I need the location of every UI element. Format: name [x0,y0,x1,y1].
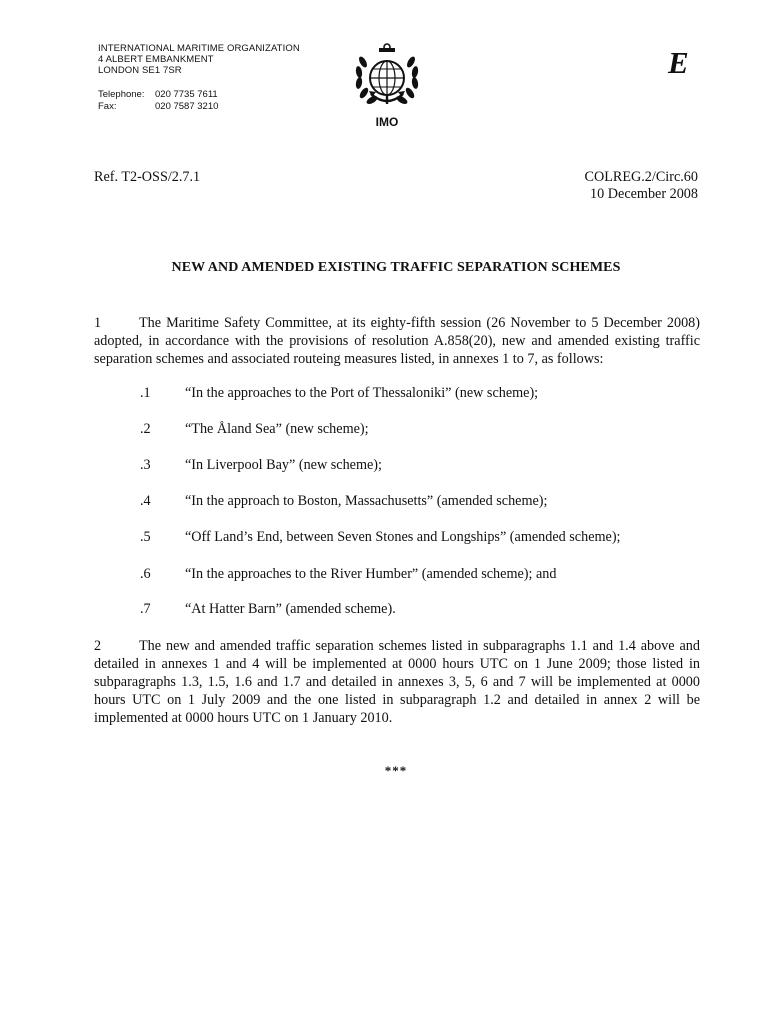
reference-number: Ref. T2-OSS/2.7.1 [94,169,201,185]
fax-row [98,101,218,113]
org-street: 4 ALBERT EMBANKMENT [98,54,214,65]
fax-value: 020 7587 3210 [155,101,219,112]
circular-info [585,169,699,203]
list-item-number: .7 [140,601,151,617]
list-item-number: .5 [140,529,151,545]
telephone-row [98,89,218,101]
org-city: LONDON SE1 7SR [98,65,182,76]
paragraph-2 [94,637,700,727]
org-name: INTERNATIONAL MARITIME ORGANIZATION [98,43,300,54]
paragraph-text: The Maritime Safety Committee, at its eighty-fifth session (26 November to 5 December 2008) adopted, in accordance with the provisions of resolution A.858(20), new and amended existing traffic separation schemes and associated routeing measures listed, in annexes 1 to 7, as follows: [94,315,700,367]
list-item [140,421,369,438]
imo-logo-caption: IMO [375,115,399,129]
document-title: NEW AND AMENDED EXISTING TRAFFIC SEPARATION SCHEMES [171,260,621,275]
list-item-number: .3 [140,457,151,473]
list-item-text: “In the approaches to the River Humber” (amended scheme); and [185,566,557,582]
organization-address [98,43,300,76]
contact-details [98,89,218,113]
list-item-number: .2 [140,421,151,437]
list-item-number: .6 [140,566,151,582]
paragraph-number: 2 [94,638,102,654]
circular-date: 10 December 2008 [590,186,698,202]
paragraph-number: 1 [94,315,102,331]
list-item-number: .4 [140,493,151,509]
list-item-text: “The Åland Sea” (new scheme); [185,421,369,437]
telephone-value: 020 7735 7611 [155,89,218,100]
list-item [140,385,538,402]
list-item [140,529,621,546]
list-item [140,493,547,510]
paragraph-1 [94,314,700,368]
list-item-text: “Off Land’s End, between Seven Stones and Longships” (amended scheme); [185,529,621,545]
list-item-number: .1 [140,385,151,401]
list-item [140,457,382,474]
list-item-text: “In the approaches to the Port of Thessaloniki” (new scheme); [185,385,539,401]
imo-emblem-icon [349,42,425,112]
paragraph-text: The new and amended traffic separation schemes listed in subparagraphs 1.1 and 1.4 above and detailed in annexes 1 and 4 will be implemented at 0000 hours UTC on 1 June 2009; those listed in subparagraphs 1.3, 1.5, 1.6 and 1.7 and detailed in annexes 3, 5, 6 and 7 will be implemented at 0000 hours UTC on 1 July 2009 and the one listed in subparagraph 1.2 and detailed in annex 2 will be implemented at 0000 hours UTC on 1 January 2010. [94,638,700,726]
fax-label: Fax: [98,101,117,112]
telephone-label: Telephone: [98,89,145,100]
language-mark: E [668,45,689,80]
end-separator: *** [384,763,408,778]
list-item [140,566,556,583]
circular-number: COLREG.2/Circ.60 [584,169,698,185]
list-item-text: “At Hatter Barn” (amended scheme). [185,601,396,617]
list-item-text: “In the approach to Boston, Massachusetts” (amended scheme); [185,493,548,509]
list-item [140,601,396,618]
list-item-text: “In Liverpool Bay” (new scheme); [185,457,382,473]
